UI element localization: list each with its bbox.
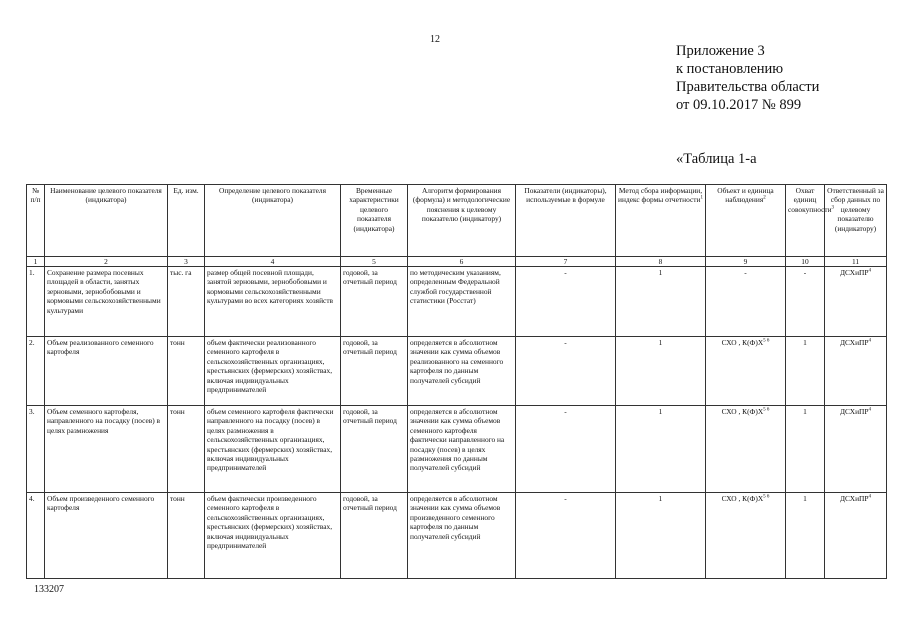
table-row [27,493,887,579]
observation-object: - [706,267,786,337]
header-col-1: № п/п [27,185,45,257]
used-indicators: - [516,406,616,493]
algorithm: по методическим указаниям, определенным Федеральной службой государственной статистики (Росстат) [408,267,516,337]
collection-method: 1 [616,406,706,493]
coverage: 1 [786,337,825,406]
responsible-text: ДСХиПР [839,338,869,347]
observation-object-text: СХО , К(Ф)Х [721,407,764,416]
appendix-line-1: Приложение 3 [676,43,765,59]
column-number: 8 [616,257,706,267]
table-row [27,406,887,493]
column-number: 3 [168,257,205,267]
time-characteristics: годовой, за отчетный период [341,267,408,337]
responsible [825,406,887,493]
indicators-table [26,184,887,579]
responsible [825,337,887,406]
indicator-definition: объем фактически произведенного семенного картофеля в сельскохозяйственных организациях, крестьянских (фермерских) хозяйствах, включая индивидуальных предпринимателей [205,493,341,579]
header-col-2: Наименование целевого показателя (индикатора) [45,185,168,257]
unit: тыс. га [168,267,205,337]
header-col-6: Алгоритм формирования (формула) и методологические пояснения к целевому показателю (индикатору) [408,185,516,257]
row-number: 4. [27,493,45,579]
indicator-definition: размер общей посевной площади, занятой зерновыми, зернобобовыми и кормовыми сельскохозяйственными культурами во всех категориях хозяйств [205,267,341,337]
header-col-9-sup: 2 [763,195,766,201]
observation-object-sup: 5 6 [763,494,770,500]
header-col-10-sup: 3 [831,205,835,211]
observation-object-text: СХО , К(Ф)Х [721,338,764,347]
column-number: 10 [786,257,825,267]
header-col-10 [786,185,835,257]
header-col-7: Показатели (индикаторы), используемые в формуле [516,185,616,257]
column-number: 7 [516,257,616,267]
column-number-row [27,257,887,267]
header-col-8-sup: 1 [700,195,703,201]
document-code: 133207 [34,584,64,595]
used-indicators: - [516,493,616,579]
header-col-11: Ответственный за сбор данных по целевому показателю (индикатору) [825,185,887,257]
header-col-9-text: Объект и единица наблюдения [717,186,774,205]
indicator-definition: объем семенного картофеля фактически направленного на посадку (посев) в целях размножения в сельскохозяйственных организациях, крестьянских (фермерских) хозяйствах, включая индивидуальных предпринимателей [205,406,341,493]
responsible-sup: 4 [868,407,872,413]
unit: тонн [168,337,205,406]
responsible-text: ДСХиПР [839,494,869,503]
collection-method: 1 [616,493,706,579]
table-row [27,337,887,406]
observation-object-sup: 5 6 [763,407,770,413]
page-number: 12 [430,34,440,45]
observation-object [706,337,786,406]
responsible-sup: 4 [868,494,872,500]
indicator-name: Объем произведенного семенного картофеля [45,493,168,579]
used-indicators: - [516,267,616,337]
unit: тонн [168,406,205,493]
appendix-line-4: от 09.10.2017 № 899 [676,97,802,113]
used-indicators: - [516,337,616,406]
row-number: 3. [27,406,45,493]
responsible-sup: 4 [868,268,872,274]
header-col-5: Временные характеристики целевого показателя (индикатора) [341,185,408,257]
column-number: 6 [408,257,516,267]
row-number: 2. [27,337,45,406]
header-col-3: Ед. изм. [168,185,205,257]
header-col-10-text: Охват единиц совокупности [788,186,832,214]
column-number: 4 [205,257,341,267]
indicator-name: Объем семенного картофеля, направленного на посадку (посев) в целях размножения [45,406,168,493]
coverage: 1 [786,406,825,493]
observation-object-text: СХО , К(Ф)Х [721,494,764,503]
table-row [27,267,887,337]
appendix-line-2: к постановлению [676,61,784,77]
header-col-9 [706,185,786,257]
indicator-name: Объем реализованного семенного картофеля [45,337,168,406]
row-number: 1. [27,267,45,337]
observation-object [706,406,786,493]
indicator-definition: объем фактически реализованного семенного картофеля в сельскохозяйственных организациях, крестьянских (фермерских) хозяйствах, включая индивидуальных предпринимателей [205,337,341,406]
coverage: 1 [786,493,825,579]
responsible [825,267,887,337]
responsible-text: ДСХиПР [839,407,869,416]
collection-method: 1 [616,267,706,337]
algorithm: определяется в абсолютном значении как сумма объемов семенного картофеля фактически направленного на посадку (посев) в целях размножения по данным получателей субсидий [408,406,516,493]
header-col-8 [616,185,706,257]
column-number: 11 [825,257,887,267]
responsible [825,493,887,579]
appendix-header [676,42,819,114]
algorithm: определяется в абсолютном значении как сумма объемов произведенного семенного картофеля по данным получателей субсидий [408,493,516,579]
algorithm: определяется в абсолютном значении как сумма объемов реализованного на семенного картофеля по данным получателей субсидий [408,337,516,406]
observation-object [706,493,786,579]
coverage: - [786,267,825,337]
time-characteristics: годовой, за отчетный период [341,337,408,406]
appendix-line-3: Правительства области [676,79,820,95]
collection-method: 1 [616,337,706,406]
indicator-name: Сохранение размера посевных площадей в области, занятых зерновыми, зернобобовыми и кормовыми сельскохозяйственными культурами [45,267,168,337]
observation-object-sup: 5 6 [763,338,770,344]
responsible-sup: 4 [868,338,872,344]
header-col-8-text: Метод сбора информации, индекс формы отчетности [618,186,703,205]
time-characteristics: годовой, за отчетный период [341,493,408,579]
header-col-4: Определение целевого показателя (индикатора) [205,185,341,257]
header-row [27,185,887,257]
unit: тонн [168,493,205,579]
column-number: 9 [706,257,786,267]
table-title: «Таблица 1-а [676,151,757,167]
column-number: 1 [27,257,45,267]
column-number: 2 [45,257,168,267]
column-number: 5 [341,257,408,267]
time-characteristics: годовой, за отчетный период [341,406,408,493]
responsible-text: ДСХиПР [839,268,869,277]
